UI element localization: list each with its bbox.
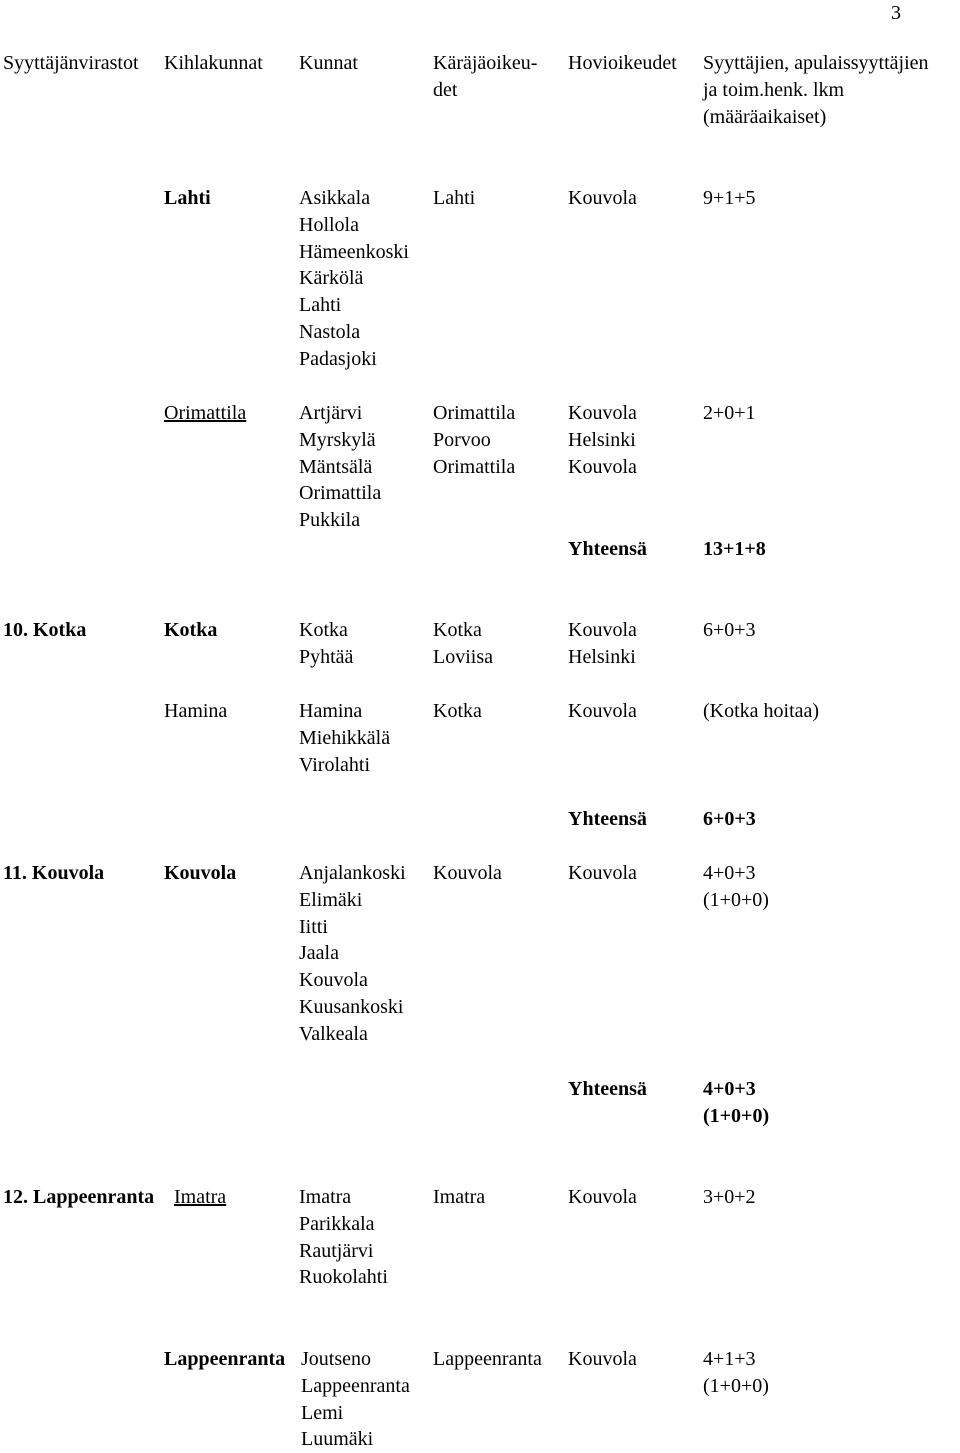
kunta-item: Imatra xyxy=(299,1186,352,1208)
header-karajaoikeudet-line: det xyxy=(433,78,458,101)
kunta-item: Elimäki xyxy=(299,888,363,911)
kihlakunta-hamina: Hamina xyxy=(164,700,228,722)
header-kunnat: Kunnat xyxy=(299,52,358,74)
kihlakunta-kotka: Kotka xyxy=(164,619,218,641)
total-value-line: (1+0+0) xyxy=(703,1104,770,1127)
lkm-line: 4+1+3 xyxy=(703,1348,756,1370)
lkm-orimattila: 2+0+1 xyxy=(703,402,756,424)
kunta-item: Asikkala xyxy=(299,187,371,209)
kunta-item: Kuusankoski xyxy=(299,995,404,1018)
kunnat-list-hamina xyxy=(299,698,390,778)
kunta-item: Hämeenkoski xyxy=(299,240,409,263)
kunnat-list-orimattila xyxy=(299,400,381,534)
kunta-item: Luumäki xyxy=(301,1428,374,1451)
kunta-item: Padasjoki xyxy=(299,347,377,370)
lkm-kotka: 6+0+3 xyxy=(703,619,756,641)
lkm-line: 4+0+3 xyxy=(703,862,756,884)
virasto-lappeenranta: 12. Lappeenranta xyxy=(3,1186,155,1208)
kunnat-list-lappeenranta xyxy=(301,1346,410,1453)
lkm-line: (1+0+0) xyxy=(703,1374,769,1397)
karajaoikeudet-kotka xyxy=(433,617,493,671)
lkm-hamina: (Kotka hoitaa) xyxy=(703,700,820,722)
header-karajaoikeudet xyxy=(433,50,537,104)
lkm-line: (1+0+0) xyxy=(703,888,769,911)
kunta-item: Rautjärvi xyxy=(299,1239,374,1262)
kunta-item: Kotka xyxy=(299,619,348,641)
kunta-item: Miehikkälä xyxy=(299,726,391,749)
karajaoikeus-kouvola: Kouvola xyxy=(433,862,502,884)
hovioikeus-item: Helsinki xyxy=(568,645,636,668)
hovioikeus-imatra: Kouvola xyxy=(568,1186,637,1208)
lkm-lappeenranta xyxy=(703,1346,769,1400)
kunta-item: Joutseno xyxy=(301,1348,371,1370)
kihlakunta-imatra: Imatra xyxy=(174,1186,227,1208)
karajaoikeus-item: Loviisa xyxy=(433,645,493,668)
kunnat-list-kotka xyxy=(299,617,353,671)
hovioikeus-kouvola: Kouvola xyxy=(568,862,637,884)
kunta-item: Parikkala xyxy=(299,1212,375,1235)
header-lkm-line: Syyttäjien, apulaissyyttäjien xyxy=(703,52,929,74)
karajaoikeus-hamina: Kotka xyxy=(433,700,482,722)
kunta-item: Hollola xyxy=(299,213,359,236)
hovioikeudet-orimattila xyxy=(568,400,637,480)
kunta-item: Orimattila xyxy=(299,482,382,505)
total-value: 13+1+8 xyxy=(703,538,766,560)
karajaoikeus-lappeenranta: Lappeenranta xyxy=(433,1348,542,1370)
kunta-item: Mäntsälä xyxy=(299,455,373,478)
hovioikeus-lahti: Kouvola xyxy=(568,187,637,209)
virasto-kotka: 10. Kotka xyxy=(3,619,87,641)
kunta-item: Lappeenranta xyxy=(301,1374,410,1397)
hovioikeus-item: Helsinki xyxy=(568,428,636,451)
karajaoikeus-item: Kotka xyxy=(433,619,482,641)
header-syyttajanvirastot: Syyttäjänvirastot xyxy=(3,52,139,74)
hovioikeudet-kotka xyxy=(568,617,637,671)
kunnat-list-lahti xyxy=(299,185,409,373)
kunta-item: Virolahti xyxy=(299,753,371,776)
kunta-item: Nastola xyxy=(299,320,361,343)
kunta-item: Anjalankoski xyxy=(299,862,406,884)
total-label: Yhteensä xyxy=(568,538,647,560)
total-label: Yhteensä xyxy=(568,1078,647,1100)
hovioikeus-hamina: Kouvola xyxy=(568,700,637,722)
kunta-item: Kärkölä xyxy=(299,267,364,290)
kunta-item: Kouvola xyxy=(299,969,368,992)
kunta-item: Lahti xyxy=(299,294,342,317)
lkm-lahti: 9+1+5 xyxy=(703,187,756,209)
kihlakunta-orimattila: Orimattila xyxy=(164,402,247,424)
lkm-kouvola xyxy=(703,860,769,914)
hovioikeus-item: Kouvola xyxy=(568,619,637,641)
kunta-item: Pyhtää xyxy=(299,645,354,668)
hovioikeus-item: Kouvola xyxy=(568,455,637,478)
kunta-item: Hamina xyxy=(299,700,363,722)
karajaoikeus-lahti: Lahti xyxy=(433,187,476,209)
kunta-item: Ruokolahti xyxy=(299,1266,388,1289)
header-karajaoikeudet-line: Käräjäoikeu- xyxy=(433,52,538,74)
header-syyttajien-lkm xyxy=(703,50,929,130)
kunnat-list-kouvola xyxy=(299,860,406,1048)
header-lkm-line: ja toim.henk. lkm xyxy=(703,78,845,101)
hovioikeus-lappeenranta: Kouvola xyxy=(568,1348,637,1370)
kunnat-list-imatra xyxy=(299,1184,388,1291)
karajaoikeus-item: Orimattila xyxy=(433,402,516,424)
kunta-item: Pukkila xyxy=(299,509,361,532)
kunta-item: Artjärvi xyxy=(299,402,363,424)
header-lkm-line: (määräaikaiset) xyxy=(703,105,827,128)
karajaoikeus-imatra: Imatra xyxy=(433,1186,486,1208)
kunta-item: Valkeala xyxy=(299,1022,368,1045)
page-number: 3 xyxy=(891,2,901,24)
total-value-line: 4+0+3 xyxy=(703,1078,756,1100)
virasto-kouvola: 11. Kouvola xyxy=(3,862,105,884)
kunta-item: Lemi xyxy=(301,1401,344,1424)
header-hovioikeudet: Hovioikeudet xyxy=(568,52,677,74)
lkm-imatra: 3+0+2 xyxy=(703,1186,756,1208)
total-value: 6+0+3 xyxy=(703,808,756,830)
header-kihlakunnat: Kihlakunnat xyxy=(164,52,263,74)
kihlakunta-lahti: Lahti xyxy=(164,187,211,209)
kihlakunta-kouvola: Kouvola xyxy=(164,862,237,884)
hovioikeus-item: Kouvola xyxy=(568,402,637,424)
karajaoikeus-item: Orimattila xyxy=(433,455,516,478)
kunta-item: Iitti xyxy=(299,915,328,938)
total-value xyxy=(703,1076,769,1130)
kunta-item: Jaala xyxy=(299,942,339,965)
karajaoikeudet-orimattila xyxy=(433,400,515,480)
karajaoikeus-item: Porvoo xyxy=(433,428,491,451)
total-label: Yhteensä xyxy=(568,808,647,830)
kihlakunta-lappeenranta: Lappeenranta xyxy=(164,1348,286,1370)
kunta-item: Myrskylä xyxy=(299,428,376,451)
